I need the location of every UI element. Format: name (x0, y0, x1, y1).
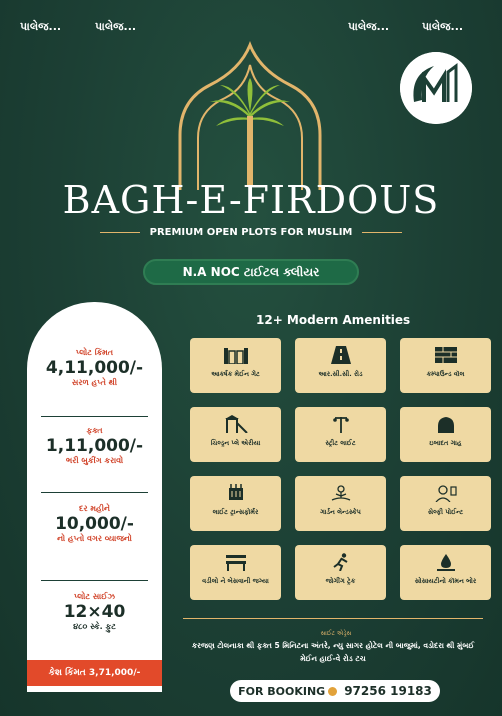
transformer-icon (221, 484, 251, 502)
booking-amount: 1,11,000/- (45, 436, 144, 456)
booking-note: ભરી બુકીંગ કરાવો (65, 456, 124, 465)
monthly-amount: 10,000/- (55, 514, 134, 534)
amenity-card (295, 407, 386, 462)
bench-icon (221, 553, 251, 571)
dome-palm-icon (150, 40, 350, 190)
price-divider (41, 416, 148, 417)
address-title: સાઈટ એડ્રેસ (320, 630, 352, 637)
jogging-icon (326, 553, 356, 571)
amenity-label: આર.સી.સી. રોડ (318, 370, 363, 378)
cash-price-banner: કેશ કિંમત 3,71,000/- (27, 660, 162, 686)
amenity-label: કમ્પાઉન્ડ વૉલ (426, 370, 465, 378)
street-light-icon (326, 415, 356, 433)
amenity-card (190, 407, 281, 462)
amenity-label: ગાર્ડન લેન્ડસ્કેપ (320, 508, 361, 516)
tagline-rule-left (100, 232, 140, 233)
water-drop-icon (431, 553, 461, 571)
noc-badge: N.A NOC ટાઈટલ ક્લીયર (143, 259, 359, 285)
amenity-label: ચિલ્ડ્રન પ્લે એરીયા (210, 439, 261, 447)
selfie-icon (431, 484, 461, 502)
tagline-rule-right (362, 232, 402, 233)
amenity-card (295, 338, 386, 393)
amenity-label: જોગીંગ ટ્રેક (325, 577, 356, 585)
amenity-card (295, 476, 386, 531)
address-rule (183, 618, 483, 619)
amenity-card (190, 476, 281, 531)
brand-logo-icon (400, 52, 472, 124)
price-divider (41, 492, 148, 493)
booking-label: ફક્ત (86, 426, 103, 435)
top-tag-left-1: પાલેજ... (20, 20, 62, 33)
top-tag-right-1: પાલેજ... (348, 20, 390, 33)
amenity-card (400, 476, 491, 531)
amenity-card (400, 407, 491, 462)
amenity-card (400, 545, 491, 600)
amenity-card (190, 338, 281, 393)
booking-phone[interactable]: 97256 19183 (344, 684, 432, 698)
amenity-card (295, 545, 386, 600)
amenities-title: 12+ Modern Amenities (256, 313, 411, 327)
monthly-note: નો હપ્તો વગર વ્યાજનો (57, 534, 132, 543)
booking-block (27, 426, 162, 466)
phone-icon (328, 687, 337, 696)
amenity-label: લાઈટ ટ્રાન્સફોર્મર (212, 508, 259, 516)
amenity-label: ઇબાદત ગાહ (429, 439, 462, 447)
brand-tagline-row (0, 227, 502, 238)
booking-pill[interactable] (230, 680, 440, 702)
plot-price-label: પ્લોટ કિંમત (75, 348, 114, 357)
plot-size-label: પ્લોટ સાઈઝ (73, 592, 116, 601)
gate-icon (221, 346, 251, 364)
amenity-label: સ્ટ્રીટ લાઈટ (325, 439, 356, 447)
amenity-card (190, 545, 281, 600)
site-address: કરજણ ટોલનાકા થી ફક્ત 5 મિનિટના અંતરે, ન્યુ સાગર હોટેલ ની બાજુમાં, વડોદરા થી મુંબઈ મેઈન હાઈ-વે રોડ ટચ (191, 641, 475, 663)
top-tag-right-2: પાલેજ... (422, 20, 464, 33)
brand-title: BAGH-E-FIRDOUS (62, 178, 440, 222)
plot-price-block (27, 348, 162, 388)
price-divider (41, 580, 148, 581)
brand-tagline: PREMIUM OPEN PLOTS FOR MUSLIM (149, 227, 353, 238)
garden-icon (326, 484, 356, 502)
playground-icon (221, 415, 251, 433)
plot-size-block (27, 592, 162, 632)
amenity-label: સોસાયટીનો કૉમન બોર (414, 577, 477, 585)
road-icon (326, 346, 356, 364)
monthly-label: દર મહીને (79, 504, 110, 513)
plot-size-note: ૪૮૦ સ્કે. ફુટ (73, 622, 116, 631)
amenity-card (400, 338, 491, 393)
mosque-icon (431, 415, 461, 433)
amenity-label: આકર્ષક મેઈન ગેટ (211, 370, 260, 378)
amenity-label: વડીલો ને બેસવાની જગ્યા (202, 577, 269, 585)
top-tag-left-2: પાલેજ... (95, 20, 137, 33)
plot-price-value: 4,11,000/- (45, 358, 144, 378)
booking-label: FOR BOOKING (238, 684, 326, 698)
wall-icon (431, 346, 461, 364)
plot-price-note: સરળ હપ્તે થી (71, 378, 118, 387)
plot-size-value: 12×40 (63, 602, 126, 622)
amenity-label: સેલ્ફી પોઈન્ટ (427, 508, 464, 516)
monthly-block (27, 504, 162, 544)
